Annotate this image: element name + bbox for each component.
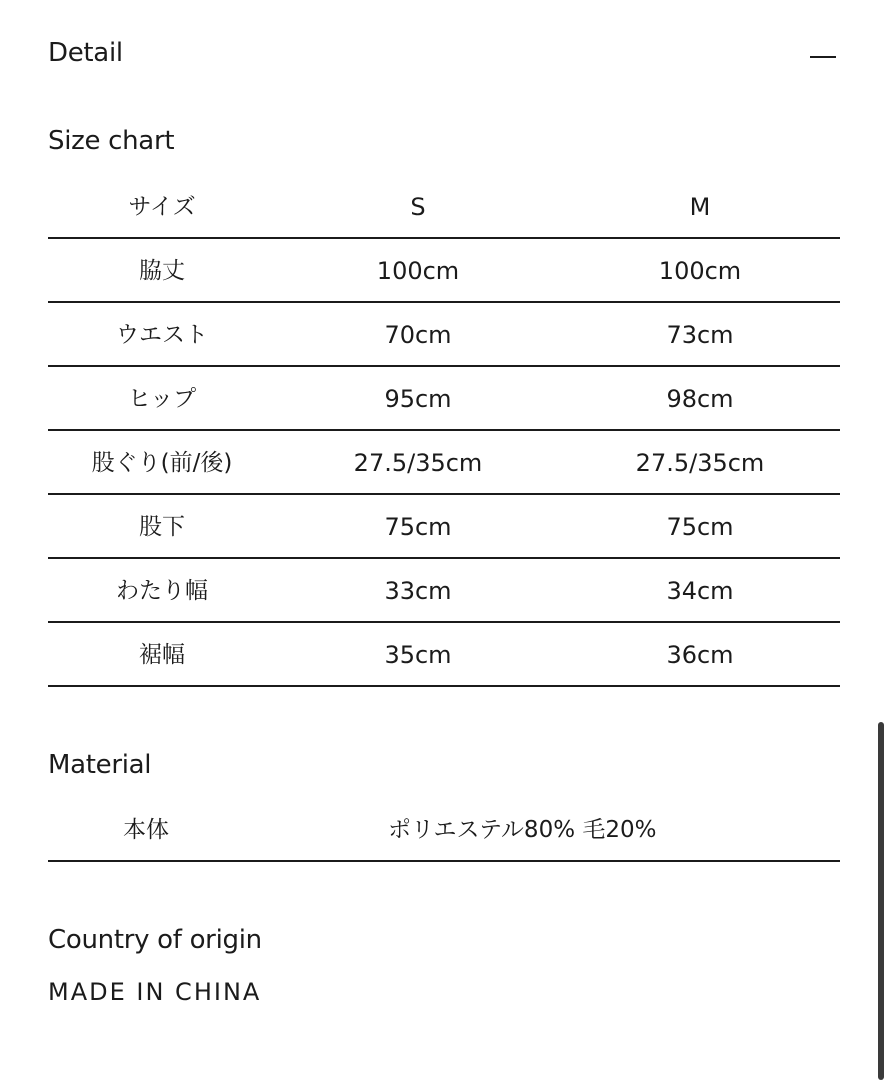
table-row	[48, 559, 840, 623]
measurement-label: 脇丈	[139, 258, 185, 284]
table-row	[48, 367, 840, 431]
size-chart-table	[48, 175, 840, 687]
measurement-label: ヒップ	[127, 386, 197, 412]
measurement-label: わたり幅	[116, 578, 208, 604]
table-row	[48, 303, 840, 367]
size-header-s: S	[410, 193, 426, 221]
table-row	[48, 495, 840, 559]
material-part-label: 本体	[123, 817, 169, 843]
size-header-m: M	[689, 193, 711, 221]
measurement-label: 裾幅	[139, 642, 185, 668]
scrollbar[interactable]	[872, 0, 890, 1080]
size-m-value: 98cm	[666, 385, 734, 413]
table-row	[48, 239, 840, 303]
table-row	[48, 623, 840, 687]
size-s-value: 33cm	[384, 577, 452, 605]
size-s-value: 75cm	[384, 513, 452, 541]
material-composition: ポリエステル80% 毛20%	[388, 817, 657, 843]
size-table-header-row	[48, 175, 840, 239]
table-row	[48, 431, 840, 495]
size-m-value: 100cm	[658, 257, 742, 285]
material-row	[48, 800, 840, 862]
measurement-label: ウエスト	[116, 322, 208, 348]
size-s-value: 27.5/35cm	[353, 449, 483, 477]
size-s-value: 95cm	[384, 385, 452, 413]
material-title: Material	[48, 750, 152, 780]
size-m-value: 73cm	[666, 321, 734, 349]
detail-title: Detail	[48, 38, 123, 68]
size-m-value: 36cm	[666, 641, 734, 669]
measurement-label: 股下	[139, 514, 185, 540]
size-s-value: 70cm	[384, 321, 452, 349]
size-m-value: 27.5/35cm	[635, 449, 765, 477]
country-of-origin-title: Country of origin	[48, 925, 262, 955]
scrollbar-thumb[interactable]	[878, 722, 884, 1080]
minus-icon	[810, 56, 836, 58]
measurement-label: 股ぐり(前/後)	[91, 450, 233, 476]
size-m-value: 75cm	[666, 513, 734, 541]
detail-header[interactable]	[48, 38, 840, 78]
size-s-value: 35cm	[384, 641, 452, 669]
size-s-value: 100cm	[376, 257, 460, 285]
size-chart-title: Size chart	[48, 126, 175, 156]
collapse-toggle-button[interactable]	[804, 38, 840, 74]
size-header-label: サイズ	[128, 194, 196, 220]
size-m-value: 34cm	[666, 577, 734, 605]
country-of-origin-value: MADE IN CHINA	[48, 978, 262, 1006]
